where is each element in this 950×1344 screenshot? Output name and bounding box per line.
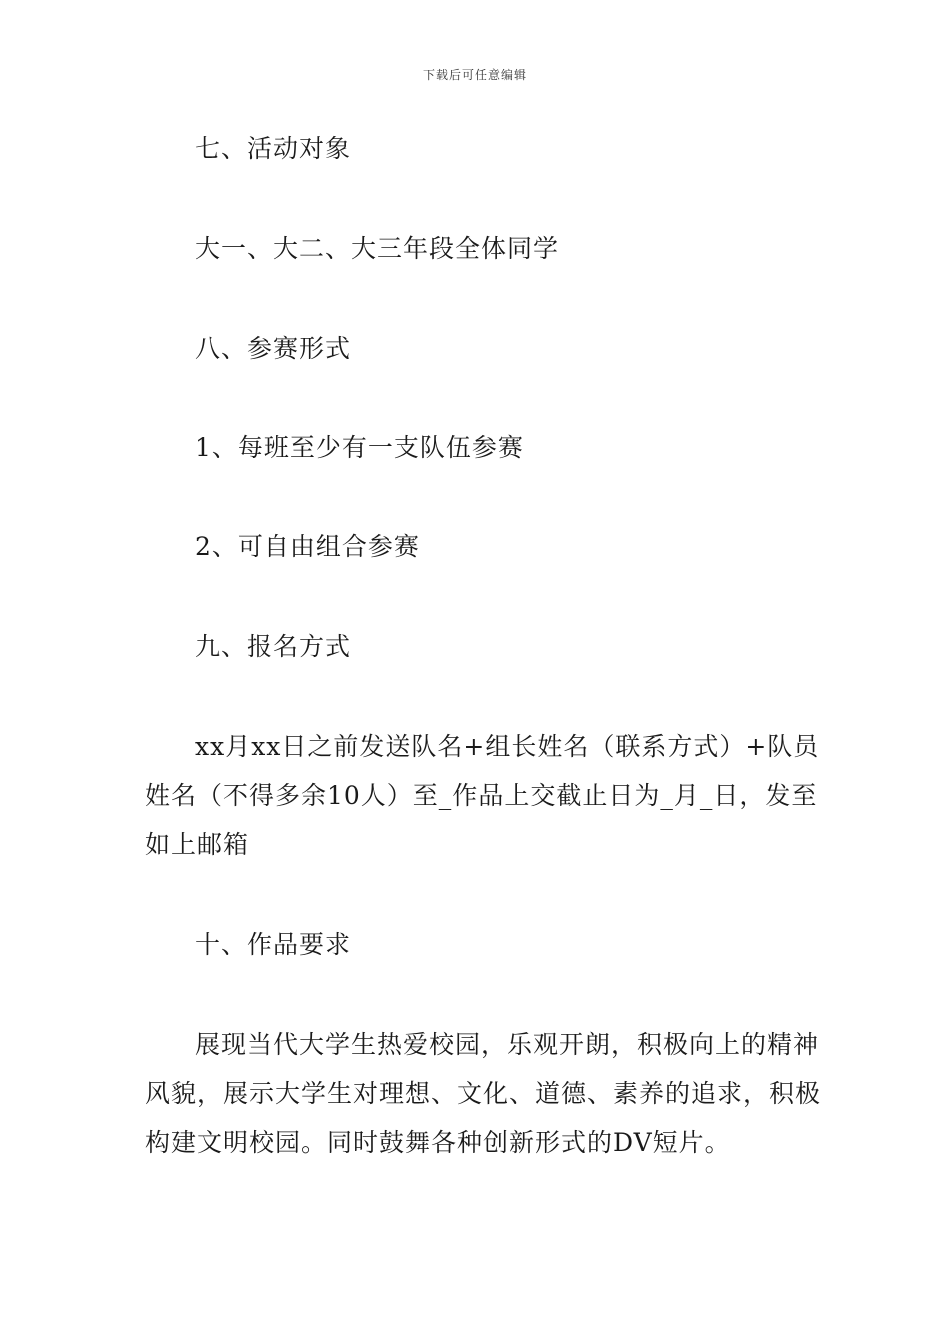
page-header-note: 下载后可任意编辑 — [422, 68, 527, 82]
section-8-item-1: 1、每班至少有一支队伍参赛 — [195, 433, 524, 462]
section-7-heading: 七、活动对象 — [195, 134, 352, 163]
section-9-heading: 九、报名方式 — [195, 632, 352, 661]
section-10-heading: 十、作品要求 — [195, 930, 352, 959]
section-8-item-2: 2、可自由组合参赛 — [195, 532, 420, 561]
section-10-body: 展现当代大学生热爱校园，乐观开朗，积极向上的精神风貌，展示大学生对理想、文化、道德、素养的追求，积极构建文明校园。同时鼓舞各种创新形式的DV短片。 — [145, 1030, 822, 1157]
section-9-body: xx月xx日之前发送队名+组长姓名（联系方式）+队员姓名（不得多余10人）至_作品上交截止日为_月_日，发至如上邮箱 — [145, 732, 820, 859]
section-7-body: 大一、大二、大三年段全体同学 — [195, 234, 560, 263]
section-8-heading: 八、参赛形式 — [195, 334, 352, 363]
